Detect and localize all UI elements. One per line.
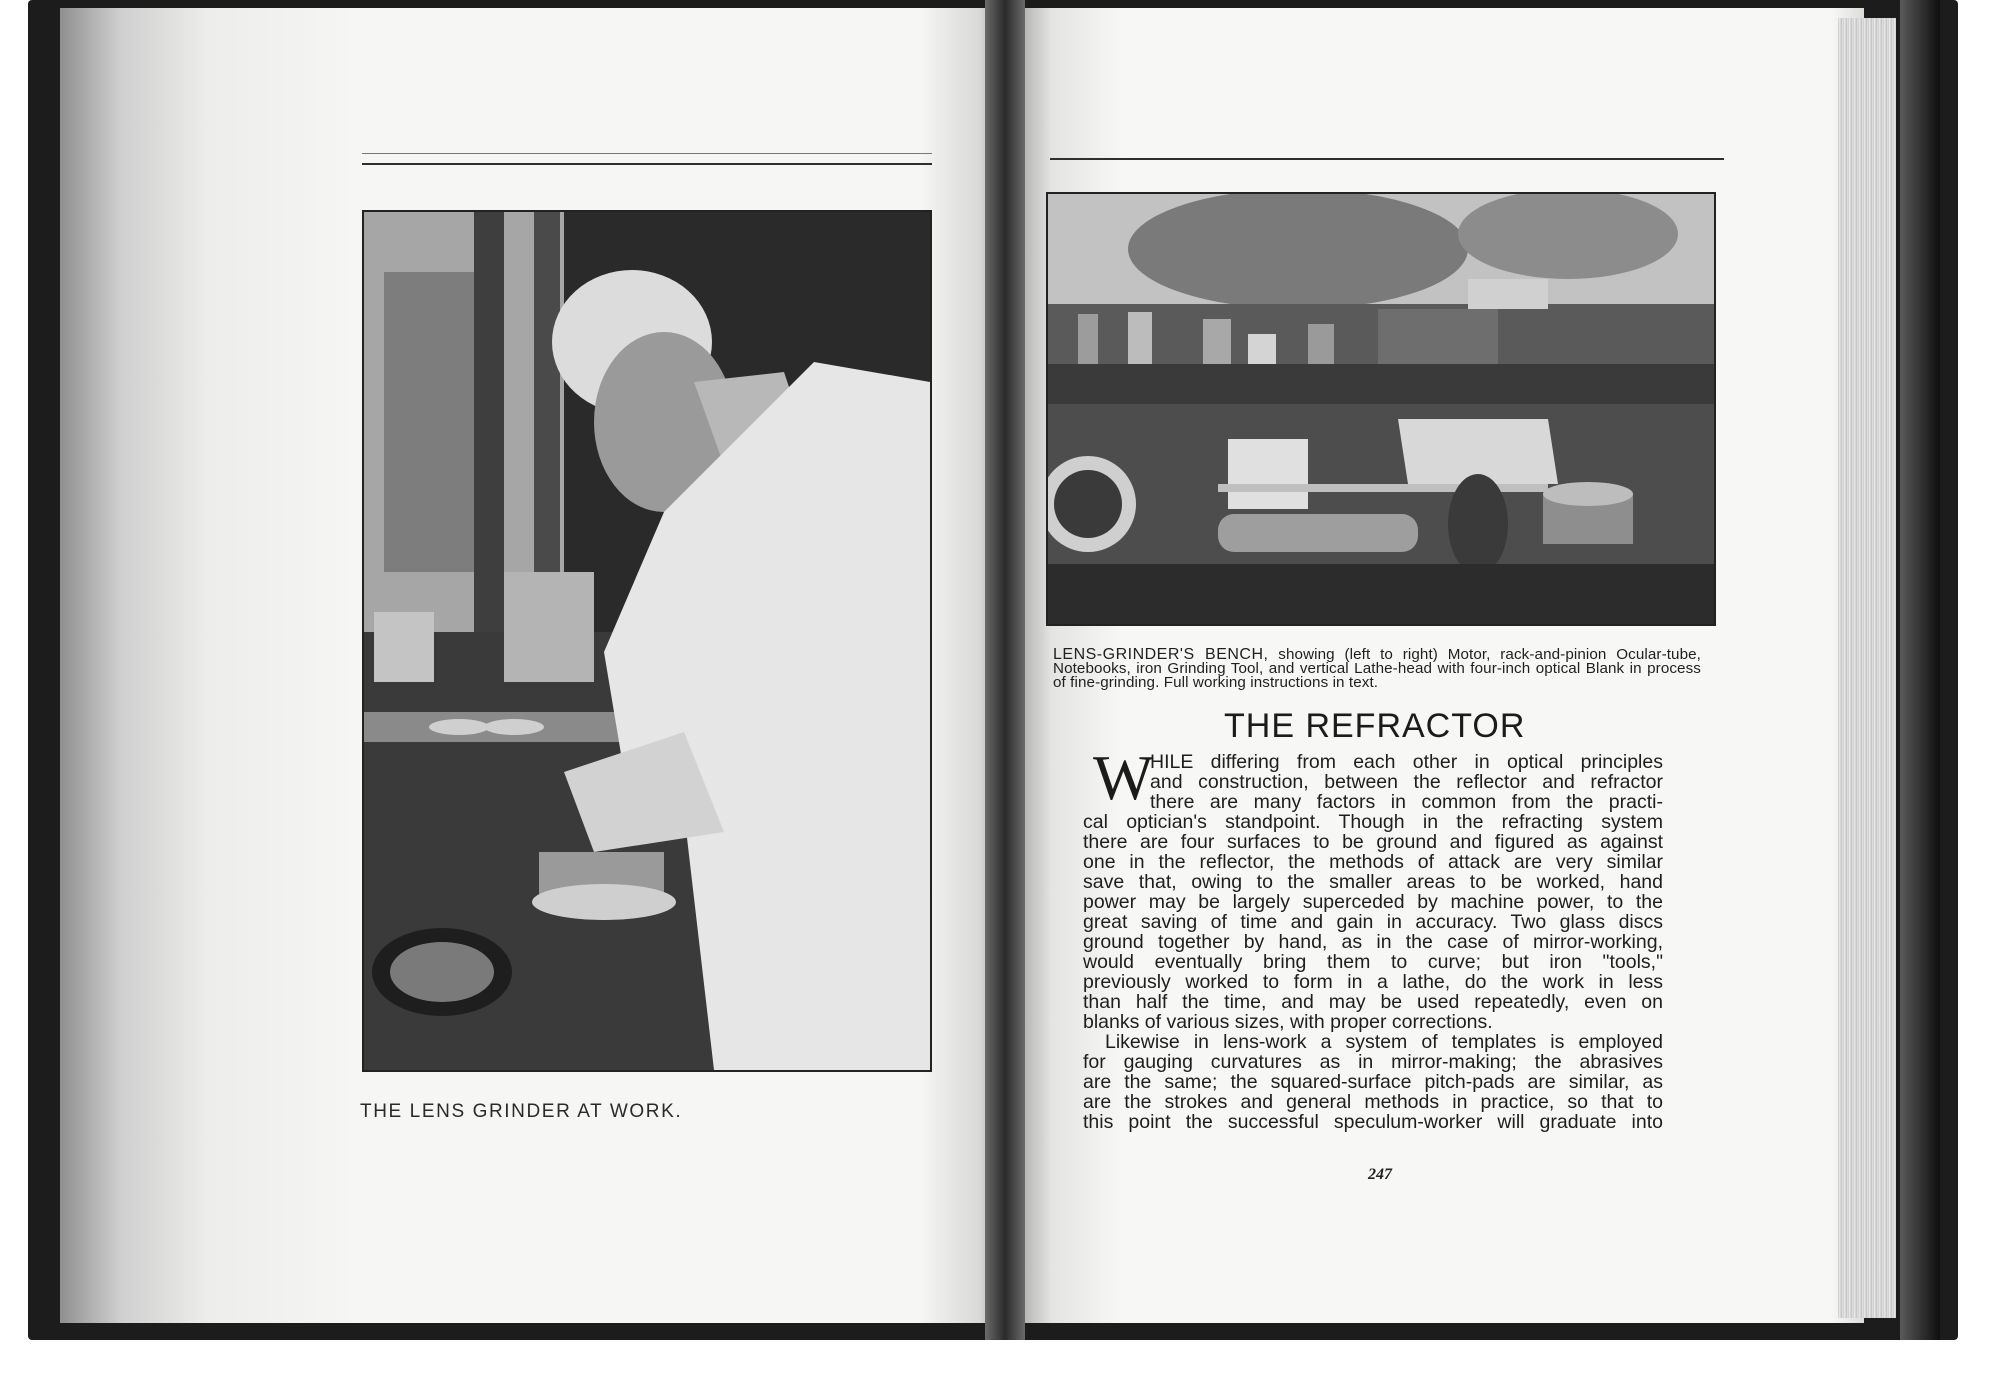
body-text xyxy=(1083,752,1663,1132)
body-line: great saving of time and gain in accuracy. Two glass discs xyxy=(1083,912,1663,932)
body-line: there are many factors in common from the practi- xyxy=(1150,792,1663,812)
body-line: are the strokes and general methods in practice, so that to xyxy=(1083,1092,1663,1112)
right-header-rule xyxy=(1050,158,1724,160)
body-line: this point the successful speculum-worker will graduate into xyxy=(1083,1112,1663,1132)
body-line: are the same; the squared-surface pitch-pads are similar, as xyxy=(1083,1072,1663,1092)
plate-caption-right xyxy=(1053,648,1701,690)
chapter-title: THE REFRACTOR xyxy=(1224,707,1526,745)
body-line: previously worked to form in a lathe, do the work in less xyxy=(1083,972,1663,992)
plate-caption-right-lead: LENS-GRINDER'S BENCH, xyxy=(1053,646,1269,663)
body-line: power may be largely superceded by machine power, to the xyxy=(1083,892,1663,912)
body-line: would eventually bring them to curve; but iron "tools," xyxy=(1083,952,1663,972)
left-header-rule xyxy=(362,163,932,165)
body-line: cal optician's standpoint. Though in the refracting system xyxy=(1083,812,1663,832)
body-line: ground together by hand, as in the case of mirror-working, xyxy=(1083,932,1663,952)
body-line: HILE differing from each other in optical principles xyxy=(1150,752,1663,772)
body-line: save that, owing to the smaller areas to be worked, hand xyxy=(1083,872,1663,892)
page-number: 247 xyxy=(1368,1166,1392,1183)
left-header-rule-top xyxy=(362,153,932,154)
drop-cap: W xyxy=(1093,742,1154,813)
page-edges xyxy=(1838,18,1896,1318)
lens-grinder-photo xyxy=(362,210,932,1072)
body-line: one in the reflector, the methods of attack are very similar xyxy=(1083,852,1663,872)
body-line: than half the time, and may be used repeatedly, even on xyxy=(1083,992,1663,1012)
body-line: and construction, between the reflector and refractor xyxy=(1150,772,1663,792)
body-line: Likewise in lens-work a system of templates is employed xyxy=(1105,1032,1663,1052)
lens-grinders-bench-photo xyxy=(1046,192,1716,626)
body-line: blanks of various sizes, with proper corrections. xyxy=(1083,1012,1493,1032)
cover-edge xyxy=(1900,0,1940,1340)
book-gutter xyxy=(985,0,1025,1340)
plate-caption-left: THE LENS GRINDER AT WORK. xyxy=(360,1101,683,1122)
body-line: for gauging curvatures as in mirror-making; the abrasives xyxy=(1083,1052,1663,1072)
plate-caption-right-body: showing (left to right) Motor, rack-and-pinion Ocular-tube, Notebooks, iron Grinding Tool, and vertical Lathe-head with four-inch optical Blank in process of fine-grinding. Full working instructions in text. xyxy=(1053,646,1701,691)
body-line: there are four surfaces to be ground and figured as against xyxy=(1083,832,1663,852)
